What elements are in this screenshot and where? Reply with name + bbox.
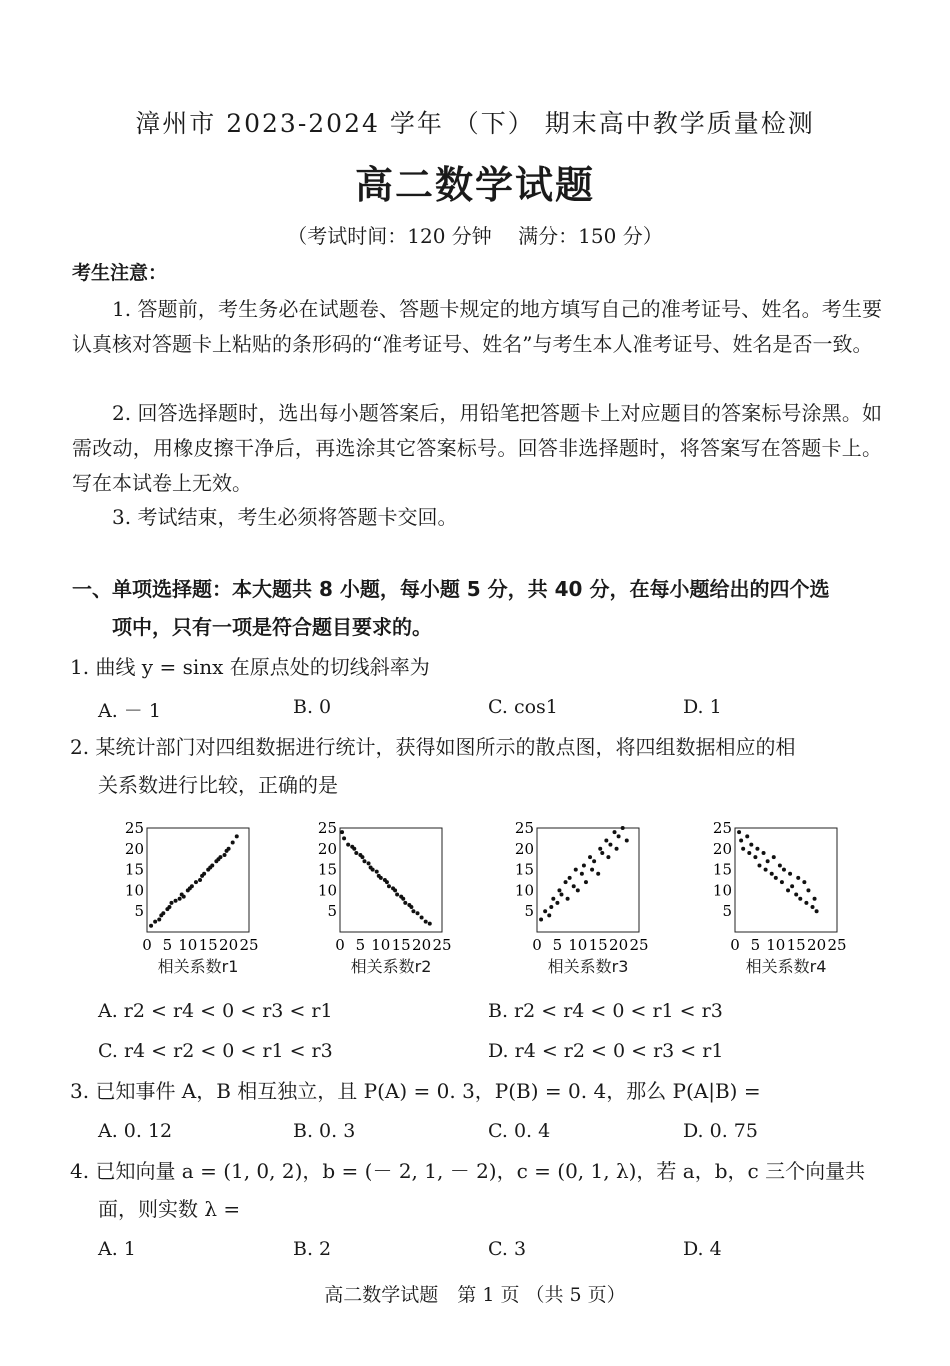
scatter-point bbox=[393, 888, 397, 892]
scatter-point bbox=[547, 913, 551, 917]
scatter-point bbox=[576, 888, 580, 892]
scatter-point bbox=[617, 834, 621, 838]
section-heading-line1: 一、单项选择题：本大题共 8 小题，每小题 5 分，共 40 分，在每小题给出的四个选 bbox=[72, 577, 830, 601]
y-tick-label: 25 bbox=[712, 819, 732, 837]
y-tick-label: 20 bbox=[712, 839, 732, 858]
plot-caption: 相关系数r3 bbox=[547, 957, 629, 976]
x-tick-label: 25 bbox=[432, 936, 452, 954]
scatter-point bbox=[174, 899, 178, 903]
x-tick-label: 15 bbox=[198, 936, 218, 954]
x-tick-label: 15 bbox=[588, 936, 608, 954]
q3-option-d: D. 0. 75 bbox=[683, 1120, 758, 1142]
scatter-point bbox=[153, 920, 157, 924]
page-title: 高二数学试题 bbox=[354, 162, 595, 207]
x-tick-label: 25 bbox=[239, 936, 259, 954]
scatter-point bbox=[354, 851, 358, 855]
y-tick-label: 20 bbox=[124, 839, 144, 858]
scatter-point bbox=[401, 897, 405, 901]
scatter-point bbox=[741, 847, 745, 851]
question-4-stem-line2: 面，则实数 λ = bbox=[98, 1197, 241, 1221]
scatter-point bbox=[774, 876, 778, 880]
scatter-point bbox=[371, 868, 375, 872]
scatter-point bbox=[755, 847, 759, 851]
scatter-point bbox=[770, 872, 774, 876]
x-tick-label: 25 bbox=[827, 936, 847, 954]
exam-meta: （考试时间：120 分钟 满分：150 分） bbox=[287, 224, 663, 248]
q4-option-d: D. 4 bbox=[683, 1238, 722, 1260]
page-footer: 高二数学试题 第 1 页 （共 5 页） bbox=[324, 1284, 626, 1306]
scatter-point bbox=[745, 834, 749, 838]
scatter-point bbox=[235, 834, 239, 838]
scatter-point bbox=[606, 855, 610, 859]
y-tick-label: 10 bbox=[712, 881, 732, 900]
scatter-point bbox=[182, 895, 186, 899]
scatter-point bbox=[625, 838, 629, 842]
scatter-point bbox=[764, 868, 768, 872]
x-tick-label: 0 bbox=[335, 936, 345, 954]
q2-option-b: B. r2 < r4 < 0 < r1 < r3 bbox=[488, 1000, 723, 1022]
question-4-stem-line1: 4. 已知向量 a = (1, 0, 2)，b = (－ 2, 1, － 2)，c = (0, 1, λ)，若 a，b，c 三个向量共 bbox=[70, 1159, 866, 1183]
y-tick-label: 10 bbox=[514, 881, 534, 900]
scatter-point bbox=[543, 909, 547, 913]
y-tick-label: 20 bbox=[514, 839, 534, 858]
scatter-point bbox=[360, 855, 364, 859]
y-tick-label: 25 bbox=[124, 819, 144, 837]
scatter-point bbox=[582, 863, 586, 867]
plot-caption: 相关系数r4 bbox=[745, 957, 827, 976]
scatter-point bbox=[757, 863, 761, 867]
question-1-stem: 1. 曲线 y = sinx 在原点处的切线斜率为 bbox=[70, 655, 430, 679]
scatter-point bbox=[411, 909, 415, 913]
plot-caption: 相关系数r2 bbox=[350, 957, 432, 976]
scatter-point bbox=[766, 859, 770, 863]
q3-option-a: A. 0. 12 bbox=[98, 1120, 173, 1142]
scatter-plot-1 bbox=[115, 818, 260, 958]
x-tick-label: 25 bbox=[629, 936, 649, 954]
y-tick-label: 15 bbox=[712, 860, 732, 879]
scatter-point bbox=[557, 888, 561, 892]
scatter-point bbox=[749, 843, 753, 847]
scatter-point bbox=[387, 884, 391, 888]
scatter-point bbox=[424, 920, 428, 924]
x-tick-label: 10 bbox=[766, 936, 786, 954]
scatter-point bbox=[796, 876, 800, 880]
scatter-point bbox=[346, 843, 350, 847]
scatter-point bbox=[559, 893, 563, 897]
scatter-plot-4 bbox=[703, 818, 848, 958]
q4-option-b: B. 2 bbox=[293, 1238, 332, 1260]
scatter-point bbox=[780, 880, 784, 884]
scatter-point bbox=[604, 838, 608, 842]
scatter-point bbox=[590, 868, 594, 872]
q2-option-c: C. r4 < r2 < 0 < r1 < r3 bbox=[98, 1040, 333, 1062]
scatter-point bbox=[600, 851, 604, 855]
scatter-point bbox=[588, 855, 592, 859]
notice-title: 考生注意： bbox=[72, 262, 168, 284]
q1-option-a: A. － 1 bbox=[98, 700, 161, 722]
scatter-point bbox=[202, 872, 206, 876]
scatter-point bbox=[190, 884, 194, 888]
scatter-point bbox=[786, 888, 790, 892]
scatter-point bbox=[753, 855, 757, 859]
scatter-plot-2 bbox=[308, 818, 453, 958]
q4-option-a: A. 1 bbox=[98, 1238, 136, 1260]
x-tick-label: 5 bbox=[162, 936, 173, 954]
x-tick-label: 10 bbox=[371, 936, 391, 954]
scatter-point bbox=[157, 918, 161, 922]
scatter-point bbox=[806, 888, 810, 892]
scatter-point bbox=[584, 880, 588, 884]
x-tick-label: 0 bbox=[532, 936, 542, 954]
x-tick-label: 15 bbox=[786, 936, 806, 954]
x-tick-label: 20 bbox=[609, 936, 629, 954]
scatter-point bbox=[362, 859, 366, 863]
y-tick-label: 25 bbox=[514, 819, 534, 837]
notice-item: 1. 答题前，考生务必在试题卷、答题卡规定的地方填写自己的准考证号、姓名。考生要认真核对答题卡上粘贴的条形码的“准考证号、姓名”与考生本人准考证号、姓名是否一致。 bbox=[72, 297, 882, 356]
q1-option-d: D. 1 bbox=[683, 696, 722, 718]
x-tick-label: 10 bbox=[178, 936, 198, 954]
scatter-point bbox=[218, 855, 222, 859]
scatter-point bbox=[564, 880, 568, 884]
scatter-point bbox=[574, 868, 578, 872]
y-tick-label: 15 bbox=[514, 860, 534, 879]
scatter-point bbox=[572, 884, 576, 888]
y-tick-label: 5 bbox=[327, 902, 337, 921]
scatter-point bbox=[198, 878, 202, 882]
x-tick-label: 20 bbox=[219, 936, 239, 954]
scatter-point bbox=[167, 905, 171, 909]
scatter-point bbox=[790, 884, 794, 888]
scatter-point bbox=[596, 872, 600, 876]
y-tick-label: 10 bbox=[317, 881, 337, 900]
notice-item: 3. 考试结束，考生必须将答题卡交回。 bbox=[112, 505, 458, 529]
scatter-point bbox=[613, 830, 617, 834]
x-tick-label: 5 bbox=[552, 936, 563, 954]
scatter-point bbox=[210, 863, 214, 867]
exam-header: 漳州市 2023-2024 学年 （下） 期末高中教学质量检测 bbox=[135, 109, 815, 138]
scatter-point bbox=[580, 872, 584, 876]
scatter-point bbox=[194, 880, 198, 884]
scatter-point bbox=[342, 836, 346, 840]
scatter-point bbox=[815, 909, 819, 913]
q2-option-d: D. r4 < r2 < 0 < r3 < r1 bbox=[488, 1040, 724, 1062]
scatter-point bbox=[395, 893, 399, 897]
q2-option-a: A. r2 < r4 < 0 < r3 < r1 bbox=[98, 1000, 333, 1022]
y-tick-label: 25 bbox=[317, 819, 337, 837]
x-tick-label: 15 bbox=[391, 936, 411, 954]
question-2-stem bbox=[70, 728, 882, 804]
scatter-point bbox=[416, 911, 420, 915]
scatter-point bbox=[375, 870, 379, 874]
scatter-point bbox=[798, 897, 802, 901]
scatter-point bbox=[555, 901, 559, 905]
scatter-point bbox=[352, 847, 356, 851]
plot-frame bbox=[340, 828, 442, 932]
x-tick-label: 10 bbox=[568, 936, 588, 954]
scatter-point bbox=[149, 924, 153, 928]
scatter-point bbox=[551, 897, 555, 901]
scatter-point bbox=[409, 905, 413, 909]
plot-frame bbox=[537, 828, 639, 932]
question-4-stem bbox=[70, 1152, 882, 1228]
scatter-point bbox=[802, 880, 806, 884]
scatter-point bbox=[737, 830, 741, 834]
scatter-point bbox=[539, 918, 543, 922]
scatter-plot-3 bbox=[505, 818, 650, 958]
scatter-point bbox=[385, 880, 389, 884]
scatter-point bbox=[621, 826, 625, 830]
scatter-point bbox=[428, 922, 432, 926]
notice-item: 2. 回答选择题时，选出每小题答案后，用铅笔把答题卡上对应题目的答案标号涂黑。如需改动，用橡皮擦干净后，再选涂其它答案标号。回答非选择题时，将答案写在答题卡上。写在本试卷上无效。 bbox=[72, 401, 882, 495]
scatter-point bbox=[568, 876, 572, 880]
y-tick-label: 15 bbox=[317, 860, 337, 879]
x-tick-label: 20 bbox=[412, 936, 432, 954]
question-2-stem-line2: 关系数进行比较，正确的是 bbox=[98, 773, 338, 797]
scatter-point bbox=[615, 847, 619, 851]
scatter-point bbox=[804, 901, 808, 905]
scatter-point bbox=[223, 853, 227, 857]
scatter-point bbox=[566, 897, 570, 901]
scatter-point bbox=[231, 841, 235, 845]
y-tick-label: 15 bbox=[124, 860, 144, 879]
q4-option-c: C. 3 bbox=[488, 1238, 527, 1260]
scatter-point bbox=[161, 911, 165, 915]
q1-option-b: B. 0 bbox=[293, 696, 332, 718]
y-tick-label: 5 bbox=[524, 902, 534, 921]
scatter-point bbox=[762, 851, 766, 855]
scatter-point bbox=[379, 876, 383, 880]
x-tick-label: 0 bbox=[142, 936, 152, 954]
question-3-stem: 3. 已知事件 A，B 相互独立，且 P(A) = 0. 3，P(B) = 0. 4，那么 P(A|B) = bbox=[70, 1079, 761, 1103]
y-tick-label: 20 bbox=[317, 839, 337, 858]
section-heading bbox=[72, 570, 882, 646]
scatter-point bbox=[747, 851, 751, 855]
scatter-point bbox=[813, 897, 817, 901]
scatter-point bbox=[794, 893, 798, 897]
y-tick-label: 10 bbox=[124, 881, 144, 900]
scatter-point bbox=[403, 901, 407, 905]
scatter-point bbox=[788, 872, 792, 876]
x-tick-label: 0 bbox=[730, 936, 740, 954]
plot-caption: 相关系数r1 bbox=[157, 957, 239, 976]
x-tick-label: 5 bbox=[750, 936, 761, 954]
scatter-point bbox=[420, 915, 424, 919]
y-tick-label: 5 bbox=[722, 902, 732, 921]
question-2-stem-line1: 2. 某统计部门对四组数据进行统计，获得如图所示的散点图，将四组数据相应的相 bbox=[70, 735, 796, 759]
scatter-point bbox=[739, 838, 743, 842]
scatter-point bbox=[598, 847, 602, 851]
x-tick-label: 5 bbox=[355, 936, 366, 954]
scatter-point bbox=[811, 905, 815, 909]
scatter-point bbox=[227, 847, 231, 851]
x-tick-label: 20 bbox=[807, 936, 827, 954]
scatter-point bbox=[778, 863, 782, 867]
q1-option-c: C. cos1 bbox=[488, 696, 558, 718]
scatter-point bbox=[592, 859, 596, 863]
scatter-point bbox=[772, 855, 776, 859]
section-heading-line2: 项中，只有一项是符合题目要求的。 bbox=[112, 615, 432, 639]
scatter-point bbox=[367, 861, 371, 865]
y-tick-label: 5 bbox=[134, 902, 144, 921]
scatter-point bbox=[178, 897, 182, 901]
q3-option-b: B. 0. 3 bbox=[293, 1120, 356, 1142]
scatter-point bbox=[340, 830, 344, 834]
scatter-point bbox=[549, 905, 553, 909]
scatter-point bbox=[169, 901, 173, 905]
q3-option-c: C. 0. 4 bbox=[488, 1120, 551, 1142]
scatter-point bbox=[782, 868, 786, 872]
scatter-point bbox=[608, 843, 612, 847]
